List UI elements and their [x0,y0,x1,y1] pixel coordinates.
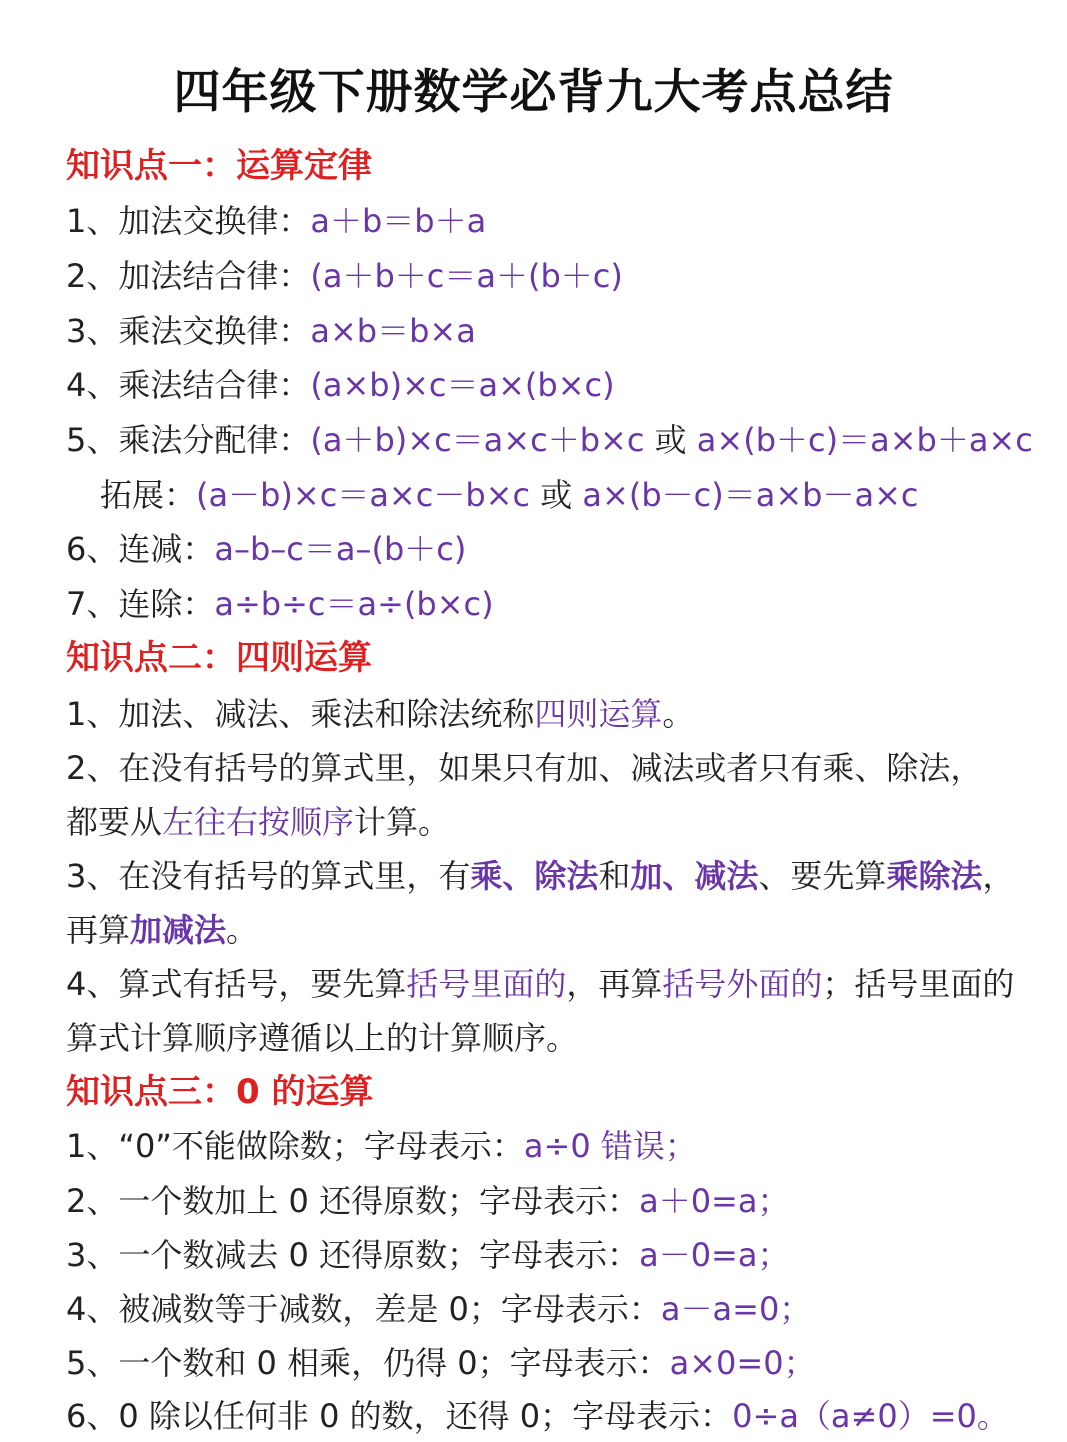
zero-rule-item [66,1337,816,1389]
rule-label: 拓展： [100,476,197,514]
rule-label: 7、连除： [66,585,215,623]
rule-connector: 或 [644,421,697,459]
rule-formula: 0÷a（a≠0）=0。 [732,1397,1009,1435]
zero-rule-item [66,1175,789,1227]
rule-label: 4、被减数等于减数，差是 0；字母表示： [66,1290,661,1328]
zero-rule-item [66,1283,811,1335]
rule-item-extension [100,469,918,521]
rule-formula-alt: a×(b－c)＝a×b－a×c [582,476,919,514]
paragraph-text: 。 [662,695,695,733]
paragraph-4-line-1 [66,958,1014,1010]
rule-formula: (a－b)×c＝a×c－b×c [196,476,531,514]
rule-label: 6、0 除以任何非 0 的数，还得 0；字母表示： [66,1397,733,1435]
rule-item [66,305,476,357]
rule-formula: a–b–c＝a–(b＋c) [214,530,467,568]
highlight-term: 加、减法 [630,857,759,895]
zero-rule-item [66,1229,789,1281]
rule-label: 5、一个数和 0 相乘，仍得 0；字母表示： [66,1344,670,1382]
rule-label: 3、乘法交换律： [66,312,311,350]
section-heading-2: 知识点二：四则运算 [66,638,372,678]
paragraph-4-line-2: 算式计算顺序遵循以上的计算顺序。 [66,1019,579,1057]
rule-formula: a×0=0； [669,1344,816,1382]
paragraph-text: 和 [598,857,631,895]
rule-connector: 或 [530,476,583,514]
rule-formula: a－a=0； [660,1290,812,1328]
rule-formula-alt: a×(b＋c)＝a×b＋a×c [696,421,1033,459]
rule-formula: a＋0=a； [639,1182,790,1220]
rule-formula: a－0=a； [639,1236,790,1274]
rule-label: 2、加法结合律： [66,257,311,295]
rule-item [66,359,615,411]
rule-label: 2、一个数加上 0 还得原数；字母表示： [66,1182,640,1220]
rule-item [66,578,494,630]
paragraph-text: 计算。 [354,803,451,841]
rule-label: 4、乘法结合律： [66,366,311,404]
highlight-term: 加减法 [130,911,227,949]
rule-formula: (a＋b)×c＝a×c＋b×c [310,421,645,459]
rule-formula: (a×b)×c＝a×(b×c) [310,366,615,404]
rule-formula: (a＋b＋c＝a＋(b＋c) [310,257,623,295]
paragraph-text: ， [982,857,1015,895]
rule-label: 6、连减： [66,530,215,568]
highlight-term: 括号里面的 [406,965,567,1003]
zero-rule-item [66,1120,697,1172]
section-heading-3: 知识点三：0 的运算 [66,1072,374,1112]
highlight-term: 乘、除法 [470,857,599,895]
rule-formula: a×b＝b×a [310,312,476,350]
paragraph-text: 3、在没有括号的算式里，有 [66,857,471,895]
rule-label: 3、一个数减去 0 还得原数；字母表示： [66,1236,640,1274]
zero-rule-item [66,1390,1009,1442]
paragraph-text: ，再算 [566,965,663,1003]
rule-item [66,195,486,247]
paragraph-text: 4、算式有括号，要先算 [66,965,407,1003]
paragraph-text: 再算 [66,911,131,949]
rule-formula: a÷0 错误； [523,1127,697,1165]
rule-label: 5、乘法分配律： [66,421,311,459]
section-heading-1: 知识点一：运算定律 [66,146,372,186]
rule-formula: a÷b÷c＝a÷(b×c) [214,585,494,623]
highlight-term: 乘除法 [886,857,983,895]
rule-item [66,414,1033,466]
rule-label: 1、加法交换律： [66,202,311,240]
paragraph-3-line-2 [66,904,258,956]
paragraph-text: 。 [226,911,259,949]
highlight-term: 四则运算 [534,695,663,733]
rule-formula: a＋b＝b＋a [310,202,487,240]
paragraph-1 [66,688,694,740]
paragraph-text: 1、加法、减法、乘法和除法统称 [66,695,535,733]
paragraph-text: 都要从 [66,803,163,841]
highlight-term: 左往右按顺序 [162,803,355,841]
rule-item [66,523,466,575]
highlight-term: 括号外面的 [662,965,823,1003]
rule-item [66,250,623,302]
paragraph-2-line-1: 2、在没有括号的算式里，如果只有加、减法或者只有乘、除法， [66,749,983,787]
paragraph-text: ；括号里面的 [822,965,1015,1003]
paragraph-2-line-2 [66,796,450,848]
paragraph-text: 、要先算 [758,857,887,895]
paragraph-3-line-1 [66,850,1014,902]
page-title: 四年级下册数学必背九大考点总结 [173,65,894,120]
rule-label: 1、“0”不能做除数；字母表示： [66,1127,524,1165]
